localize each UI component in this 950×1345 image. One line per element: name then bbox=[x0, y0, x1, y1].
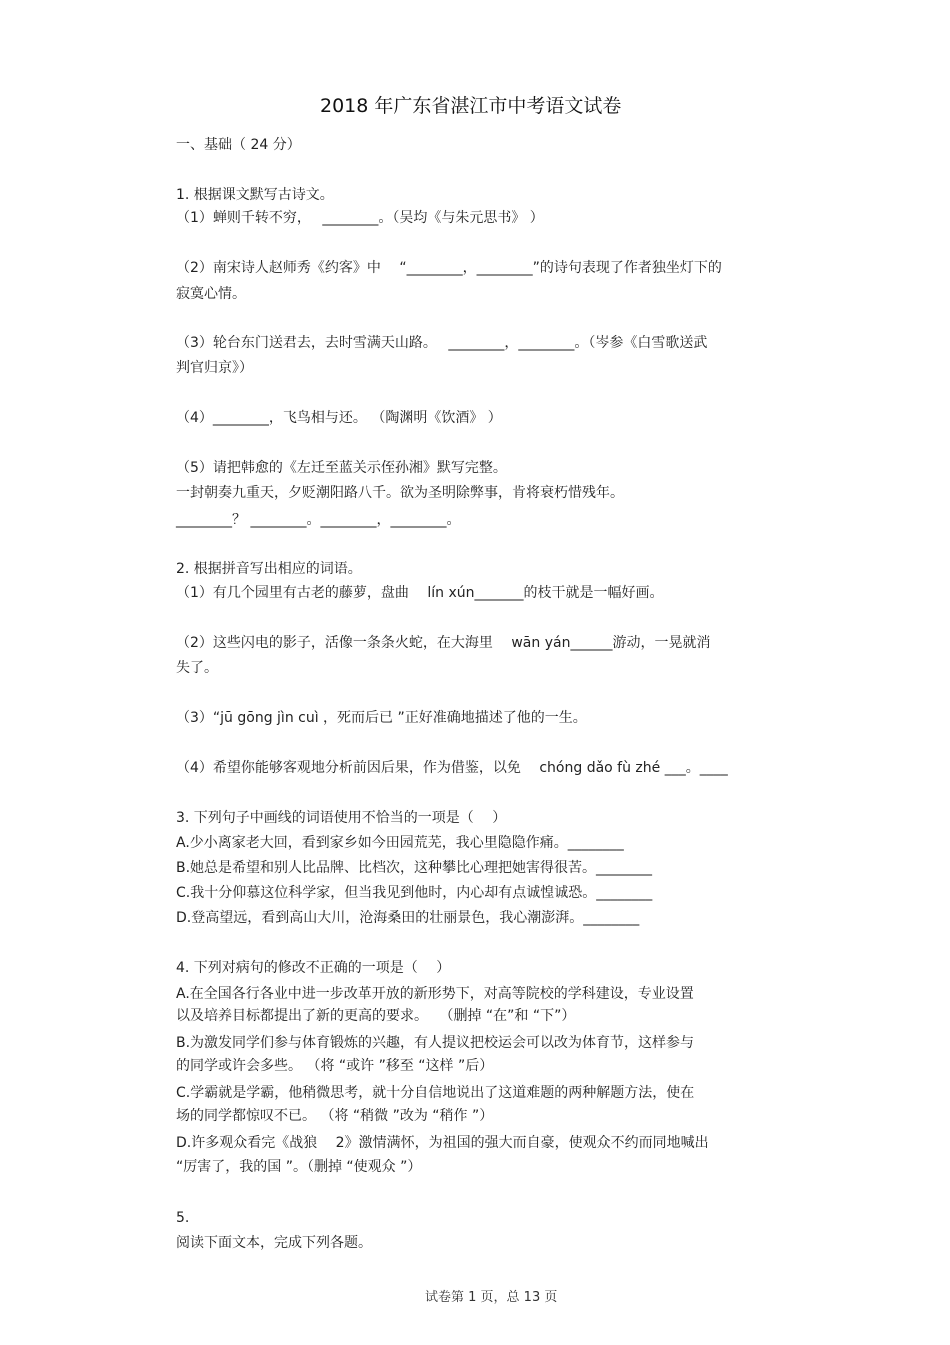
section-heading: 一、基础（ 24 分） bbox=[176, 137, 301, 153]
question-2-item-1: （1）有几个园里有古老的藤萝，盘曲 lín xún_______的枝干就是一幅好画。 bbox=[176, 585, 664, 601]
question-2-item-3: （3）“jū gōng jìn cuì ，死而后已 ”正好准确地描述了他的一生。 bbox=[176, 710, 587, 726]
question-1-item-2-cont: 寂寞心情。 bbox=[176, 286, 246, 302]
question-3-stem: 3. 下列句子中画线的词语使用不恰当的一项是（ ） bbox=[176, 810, 507, 826]
question-1-item-4: （4）________，飞鸟相与还。 （陶渊明《饮酒》 ） bbox=[176, 410, 502, 426]
question-5-instruction: 阅读下面文本，完成下列各题。 bbox=[176, 1235, 372, 1251]
question-1-stem: 1. 根据课文默写古诗文。 bbox=[176, 187, 334, 203]
question-5-number: 5. bbox=[176, 1210, 190, 1226]
question-2-stem: 2. 根据拼音写出相应的词语。 bbox=[176, 561, 362, 577]
question-1-item-3-cont: 判官归京》） bbox=[176, 360, 253, 376]
question-1-item-2: （2）南宋诗人赵师秀《约客》中 “________，________”的诗句表现了作者独坐灯下的 bbox=[176, 260, 722, 276]
question-4-option-c: C.学霸就是学霸，他稍微思考，就十分自信地说出了这道难题的两种解题方法，使在 bbox=[176, 1085, 695, 1101]
question-3-option-b: B.她总是希望和别人比品牌、比档次，这种攀比心理把她害得很苦。________ bbox=[176, 860, 653, 876]
question-4-option-d: D.许多观众看完《战狼 2》激情满怀，为祖国的强大而自豪，使观众不约而同地喊出 bbox=[176, 1135, 709, 1151]
question-4-option-a: A.在全国各行各业中进一步改革开放的新形势下，对高等院校的学科建设，专业设置 bbox=[176, 986, 694, 1002]
question-3-option-a: A.少小离家老大回，看到家乡如今田园荒芜，我心里隐隐作痛。________ bbox=[176, 835, 624, 851]
question-3-option-d: D.登高望远，看到高山大川，沧海桑田的壮丽景色，我心潮澎湃。________ bbox=[176, 910, 640, 926]
question-3-option-c: C.我十分仰慕这位科学家，但当我见到他时，内心却有点诚惶诚恐。________ bbox=[176, 885, 653, 901]
question-1-item-5-blanks: ________？ ________。________，________。 bbox=[176, 512, 461, 528]
question-1-item-5: （5）请把韩愈的《左迁至蓝关示侄孙湘》默写完整。 bbox=[176, 460, 507, 476]
page-footer: 试卷第 1 页，总 13 页 bbox=[425, 1290, 558, 1305]
question-2-item-4: （4）希望你能够客观地分析前因后果，作为借鉴，以免 chóng dǎo fù zhé ___。____ bbox=[176, 760, 728, 776]
question-4-option-b: B.为激发同学们参与体育锻炼的兴趣，有人提议把校运会可以改为体育节，这样参与 bbox=[176, 1035, 695, 1051]
question-4-stem: 4. 下列对病句的修改不正确的一项是（ ） bbox=[176, 960, 451, 976]
question-1-item-1: （1）蝉则千转不穷， ________。（吴均《与朱元思书》 ） bbox=[176, 210, 544, 226]
question-1-item-5-poem: 一封朝奏九重天，夕贬潮阳路八千。欲为圣明除弊事，肯将衰朽惜残年。 bbox=[176, 485, 624, 501]
question-1-item-3: （3）轮台东门送君去，去时雪满天山路。 ________，________。（岑参《白雪歌送武 bbox=[176, 335, 708, 351]
question-4-option-c-cont: 场的同学都惊叹不已。 （将 “稍微 ”改为 “稍作 ”） bbox=[176, 1108, 494, 1124]
question-2-item-2-cont: 失了。 bbox=[176, 660, 218, 676]
page-title: 2018 年广东省湛江市中考语文试卷 bbox=[320, 95, 622, 117]
question-4-option-b-cont: 的同学或许会多些。 （将 “或许 ”移至 “这样 ”后） bbox=[176, 1058, 494, 1074]
question-2-item-2: （2）这些闪电的影子，活像一条条火蛇，在大海里 wān yán______游动，一晃就消 bbox=[176, 635, 711, 651]
question-4-option-d-cont: “厉害了，我的国 ”。（删掉 “使观众 ”） bbox=[176, 1159, 422, 1175]
question-4-option-a-cont: 以及培养目标都提出了新的更高的要求。 （删掉 “在”和 “下”） bbox=[176, 1008, 576, 1024]
